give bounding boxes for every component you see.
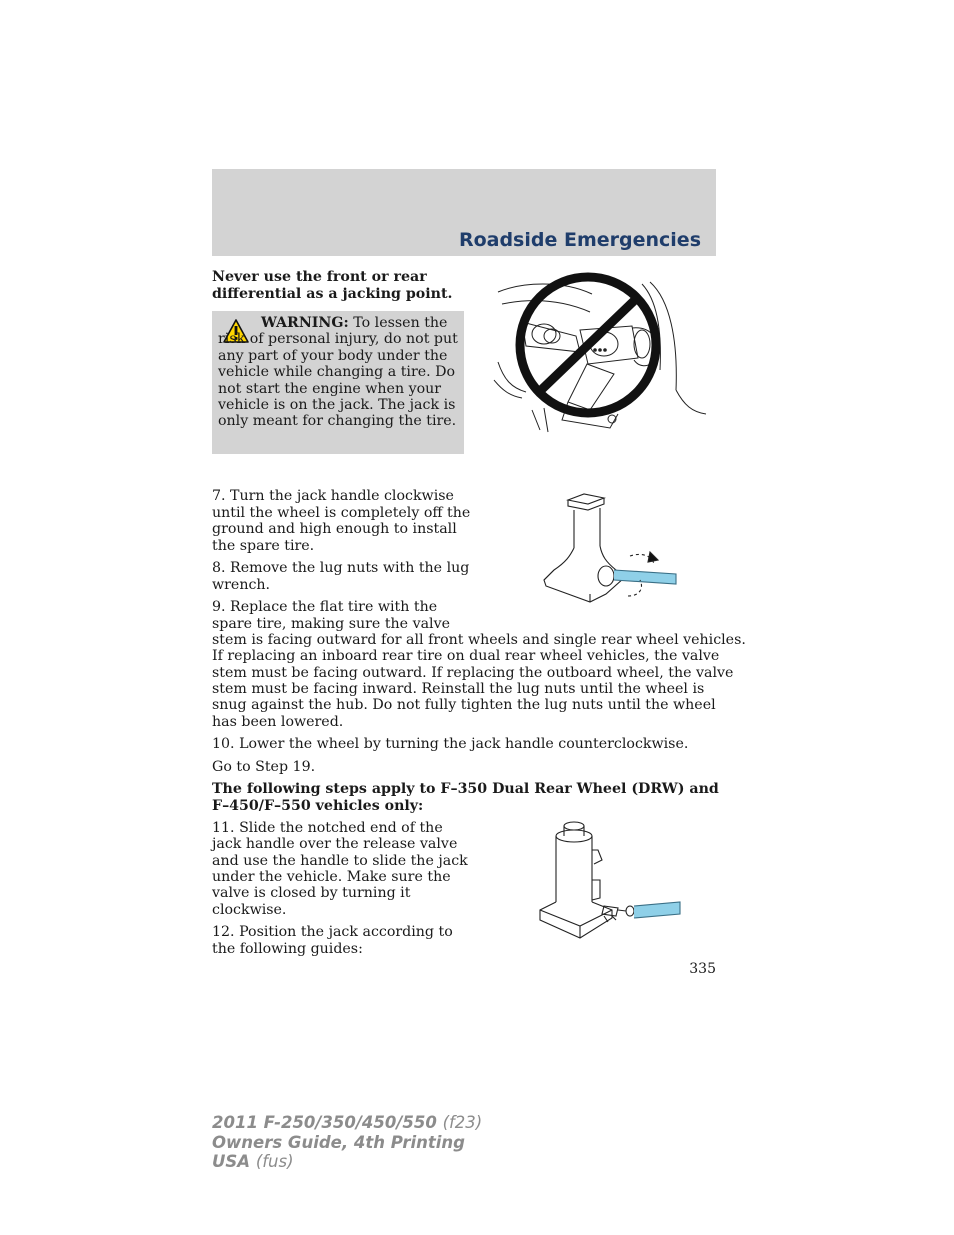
step-11-line-3: and use the handle to slide the jack (212, 853, 468, 869)
step-9-line-8: has been lowered. (212, 714, 344, 730)
step-9-line-3: stem is facing outward for all front wheels and single rear wheel vehicles. (212, 632, 746, 648)
footer-line-3 (212, 1152, 482, 1172)
warning-box (212, 311, 464, 454)
step-11-line-1: 11. Slide the notched end of the (212, 820, 443, 836)
step-12-line-2: the following guides: (212, 941, 363, 957)
step-7-line-4: the spare tire. (212, 538, 315, 554)
step-9-line-2: spare tire, making sure the valve (212, 616, 450, 632)
warning-label: WARNING: (261, 315, 349, 331)
goto-step: Go to Step 19. (212, 759, 316, 775)
drw-heading-line-2: F–450/F–550 vehicles only: (212, 798, 424, 814)
footer-market-code: (fus) (255, 1152, 294, 1171)
document-footer (212, 1113, 482, 1172)
step-9-line-6: stem must be facing inward. Reinstall the lug nuts until the wheel is (212, 681, 705, 697)
footer-model-code: (f23) (442, 1113, 483, 1132)
step-7-line-3: ground and high enough to install (212, 521, 457, 537)
step-11-line-5: valve is closed by turning it (212, 885, 411, 901)
bottle-jack-release-valve-figure (534, 820, 684, 942)
intro-line-1: Never use the front or rear (212, 269, 427, 285)
step-10: 10. Lower the wheel by turning the jack handle counterclockwise. (212, 736, 689, 752)
step-11-line-4: under the vehicle. Make sure the (212, 869, 451, 885)
step-9-line-1: 9. Replace the flat tire with the (212, 599, 438, 615)
step-7-line-2: until the wheel is completely off the (212, 505, 471, 521)
footer-market: USA (212, 1152, 251, 1171)
step-7-line-1: 7. Turn the jack handle clockwise (212, 488, 454, 504)
step-11-line-2: jack handle over the release valve (212, 836, 458, 852)
footer-line-2: Owners Guide, 4th Printing (212, 1132, 465, 1152)
step-9-line-5: stem must be facing outward. If replacing the outboard wheel, the valve (212, 665, 734, 681)
warning-text (218, 315, 462, 430)
footer-line-1 (212, 1113, 482, 1133)
step-11-line-6: clockwise. (212, 902, 287, 918)
step-8-line-2: wrench. (212, 577, 271, 593)
section-title: Roadside Emergencies (458, 229, 701, 251)
drw-heading-line-1: The following steps apply to F–350 Dual Rear Wheel (DRW) and (212, 781, 719, 797)
step-9-line-4: If replacing an inboard rear tire on dual rear wheel vehicles, the valve (212, 648, 720, 664)
intro-line-2: differential as a jacking point. (212, 286, 453, 302)
step-8-line-1: 8. Remove the lug nuts with the lug (212, 560, 470, 576)
page-number: 335 (689, 961, 716, 977)
jack-handle-clockwise-figure (540, 490, 682, 606)
warning-body: To lessen the risk of personal injury, do not put any part of your body under the vehicle while changing a tire. Do not start the engine when your vehicle is on the jack. The jack is only meant for changing the tire. (218, 315, 458, 430)
step-12-line-1: 12. Position the jack according to (212, 924, 453, 940)
step-9-line-7: snug against the hub. Do not fully tighten the lug nuts until the wheel (212, 697, 716, 713)
footer-model: 2011 F-250/350/450/550 (212, 1113, 437, 1132)
section-header (212, 169, 716, 256)
differential-jacking-prohibited-figure (492, 270, 708, 436)
